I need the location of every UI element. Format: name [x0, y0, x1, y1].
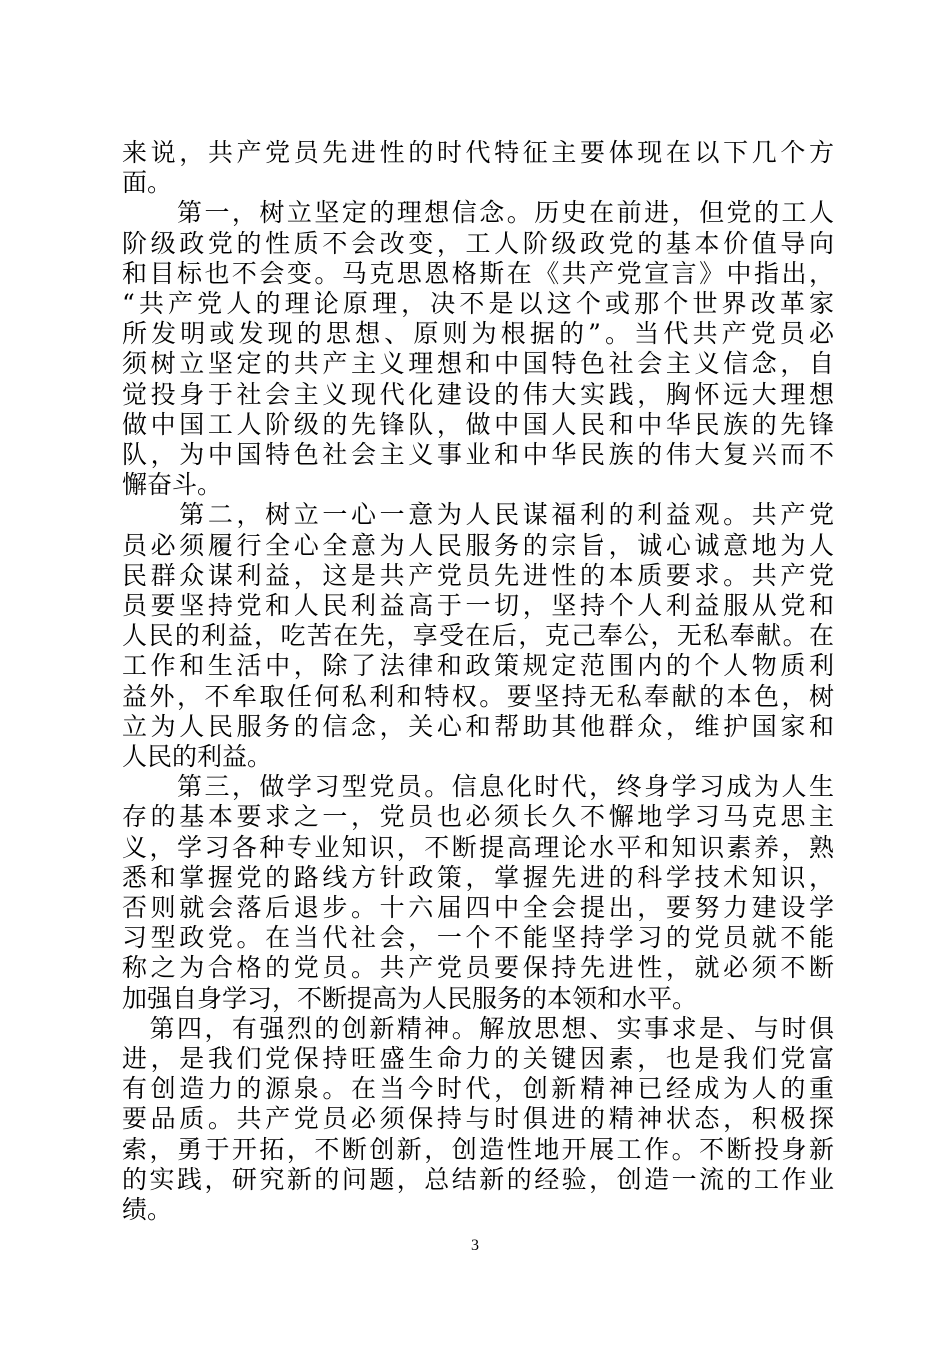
text-line: 所发明或发现的思想、原则为根据的”。当代共产党员必	[122, 319, 834, 349]
text-line: 第三，做学习型党员。信息化时代，终身学习成为人生	[122, 772, 834, 802]
text-line: 立为人民服务的信念，关心和帮助其他群众，维护国家和	[122, 711, 834, 741]
text-line: 须树立坚定的共产主义理想和中国特色社会主义信念，自	[122, 349, 834, 379]
text-line: 有创造力的源泉。在当今时代，创新精神已经成为人的重	[122, 1074, 834, 1104]
text-line: 绩。	[122, 1195, 173, 1224]
text-line: 觉投身于社会主义现代化建设的伟大实践，胸怀远大理想	[122, 379, 834, 409]
text-line: 阶级政党的性质不会改变，工人阶级政党的基本价值导向	[122, 228, 834, 258]
text-line: 益外，不牟取任何私利和特权。要坚持无私奉献的本色，树	[122, 681, 834, 711]
text-line: 第一，树立坚定的理想信念。历史在前进，但党的工人	[122, 198, 834, 228]
text-line: 要品质。共产党员必须保持与时俱进的精神状态，积极探	[122, 1104, 834, 1134]
text-line: 的实践，研究新的问题，总结新的经验，创造一流的工作业	[122, 1164, 834, 1194]
text-line: 存的基本要求之一，党员也必须长久不懈地学习马克思主	[122, 802, 834, 832]
text-line: 人民的利益。	[122, 742, 273, 771]
text-line: 员必须履行全心全意为人民服务的宗旨，诚心诚意地为人	[122, 530, 834, 560]
text-line: 索，勇于开拓，不断创新，创造性地开展工作。不断投身新	[122, 1134, 834, 1164]
text-line: 习型政党。在当代社会，一个不能坚持学习的党员就不能	[122, 923, 834, 953]
text-line: 称之为合格的党员。共产党员要保持先进性，就必须不断	[122, 953, 834, 983]
text-line: 悉和掌握党的路线方针政策，掌握先进的科学技术知识，	[122, 862, 834, 892]
text-line: 员要坚持党和人民利益高于一切，坚持个人利益服从党和	[122, 591, 834, 620]
text-line: 工作和生活中，除了法律和政策规定范围内的个人物质利	[122, 651, 834, 681]
text-line: 人民的利益，吃苦在先，享受在后，克己奉公，无私奉献。在	[122, 621, 834, 651]
text-line: 民群众谋利益，这是共产党员先进性的本质要求。共产党	[122, 560, 834, 590]
text-line: 否则就会落后退步。十六届四中全会提出，要努力建设学	[122, 893, 834, 922]
text-line: 面。	[122, 168, 173, 198]
text-line: “共产党人的理论原理，决不是以这个或那个世界改革家	[122, 289, 834, 318]
text-line: 第四，有强烈的创新精神。解放思想、实事求是、与时俱	[122, 1013, 834, 1043]
text-line: 和目标也不会变。马克思恩格斯在《共产党宣言》中指出，	[122, 258, 834, 288]
text-line: 加强自身学习，不断提高为人民服务的本领和水平。	[122, 983, 698, 1013]
text-line: 做中国工人阶级的先锋队，做中国人民和中华民族的先锋	[122, 409, 834, 439]
text-line: 懈奋斗。	[122, 470, 223, 500]
text-line: 义，学习各种专业知识，不断提高理论水平和知识素养，熟	[122, 832, 834, 862]
text-line: 队，为中国特色社会主义事业和中华民族的伟大复兴而不	[122, 440, 834, 469]
text-line: 来说，共产党员先进性的时代特征主要体现在以下几个方	[122, 138, 834, 167]
text-line: 进，是我们党保持旺盛生命力的关键因素，也是我们党富	[122, 1044, 834, 1073]
text-line: 第二，树立一心一意为人民谋福利的利益观。共产党	[122, 500, 834, 530]
page-number: 3	[471, 1237, 479, 1254]
